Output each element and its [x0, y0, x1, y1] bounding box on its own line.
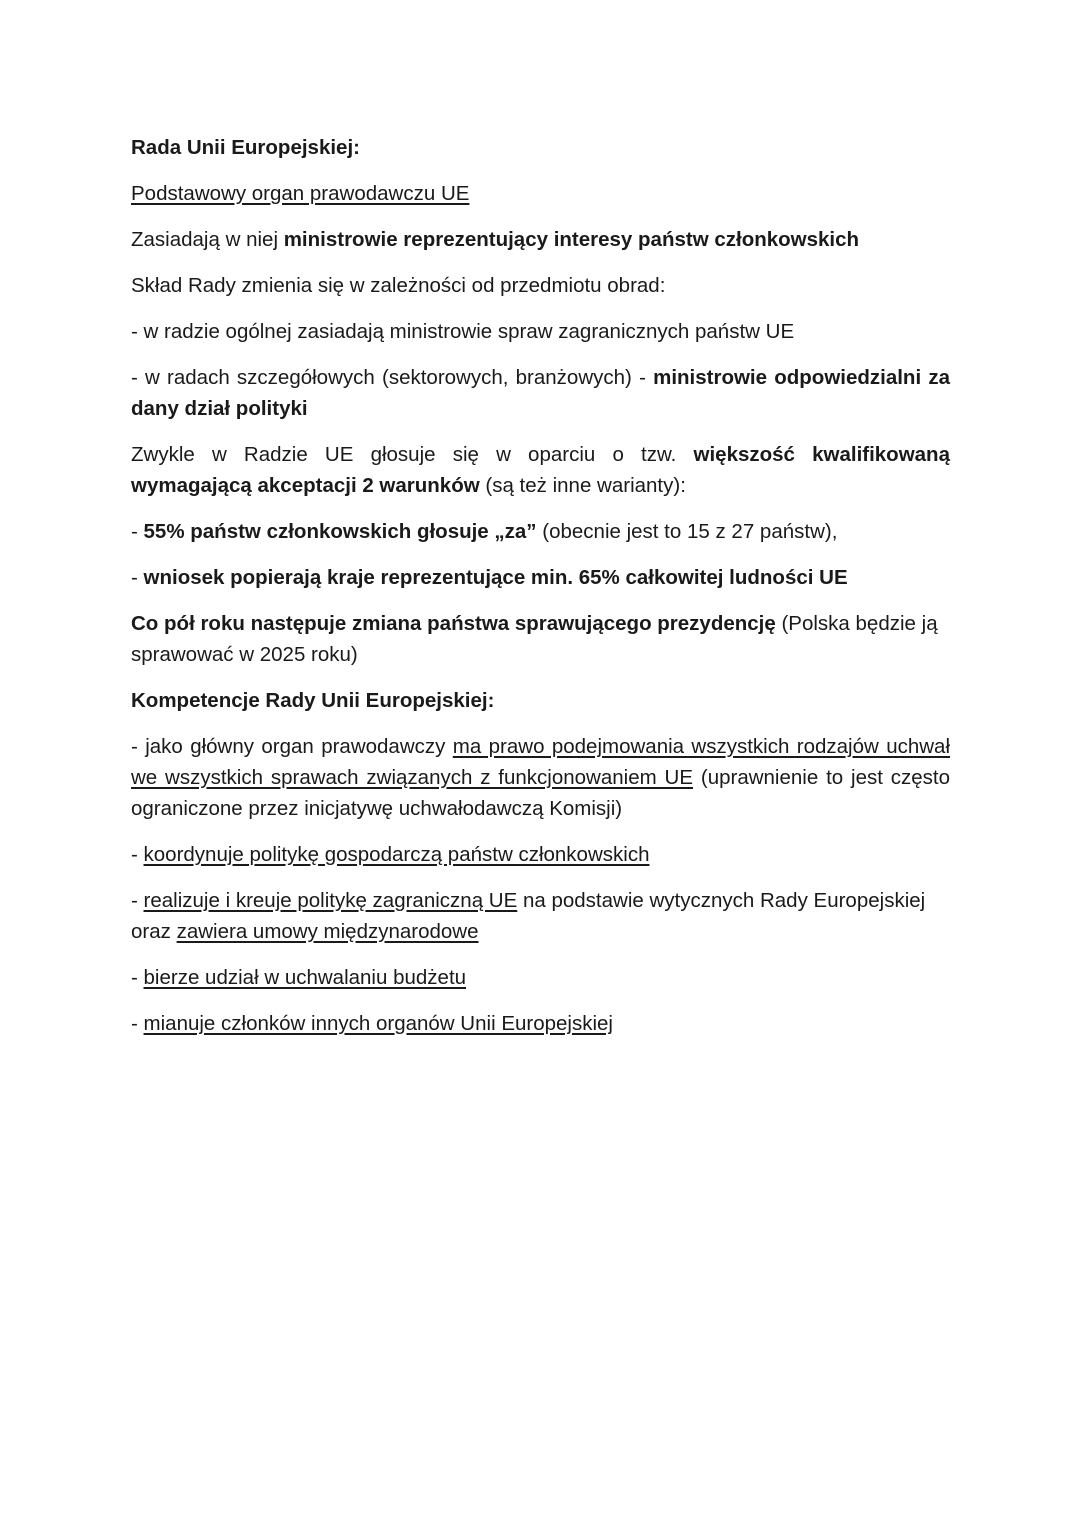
list-item-general-council: - w radzie ogólnej zasiadają ministrowie spraw zagranicznych państw UE [131, 320, 795, 343]
section-subtitle: Kompetencje Rady Unii Europejskiej: [131, 689, 495, 712]
paragraph-voting: Zwykle w Radzie UE głosuje się w oparciu o tzw. większość kwalifikowaną wymagającą akceptacji 2 warunków (są też inne warianty): [131, 443, 950, 497]
document-page [131, 132, 950, 1054]
list-item-appointments: - mianuje członków innych organów Unii Europejskiej [131, 1012, 613, 1035]
list-item-sectoral-councils: - w radach szczegółowych (sektorowych, branżowych) - ministrowie odpowiedzialni za dany dział polityki [131, 366, 950, 420]
list-item-economic-policy: - koordynuje politykę gospodarczą państw członkowskich [131, 843, 650, 866]
paragraph-presidency: Co pół roku następuje zmiana państwa sprawującego prezydencję (Polska będzie ją sprawować w 2025 roku) [131, 612, 938, 666]
paragraph-members: Zasiadają w niej ministrowie reprezentujący interesy państw członkowskich [131, 228, 860, 251]
list-item-legislative: - jako główny organ prawodawczy ma prawo podejmowania wszystkich rodzajów uchwał we wszystkich sprawach związanych z funkcjonowaniem UE (uprawnienie to jest często ograniczone przez inicjatywę uchwałodawczą Komisji) [131, 735, 951, 820]
list-item-condition-states: - 55% państw członkowskich głosuje „za” (obecnie jest to 15 z 27 państw), [131, 520, 838, 543]
list-item-condition-population: - wniosek popierają kraje reprezentujące min. 65% całkowitej ludności UE [131, 566, 848, 589]
list-item-foreign-policy: - realizuje i kreuje politykę zagraniczną UE na podstawie wytycznych Rady Europejskiej oraz zawiera umowy międzynarodowe [131, 889, 926, 943]
paragraph-definition: Podstawowy organ prawodawczu UE [131, 182, 470, 205]
list-item-budget: - bierze udział w uchwalaniu budżetu [131, 966, 467, 989]
paragraph-composition: Skład Rady zmienia się w zależności od przedmiotu obrad: [131, 274, 666, 297]
document-title: Rada Unii Europejskiej: [131, 136, 360, 159]
